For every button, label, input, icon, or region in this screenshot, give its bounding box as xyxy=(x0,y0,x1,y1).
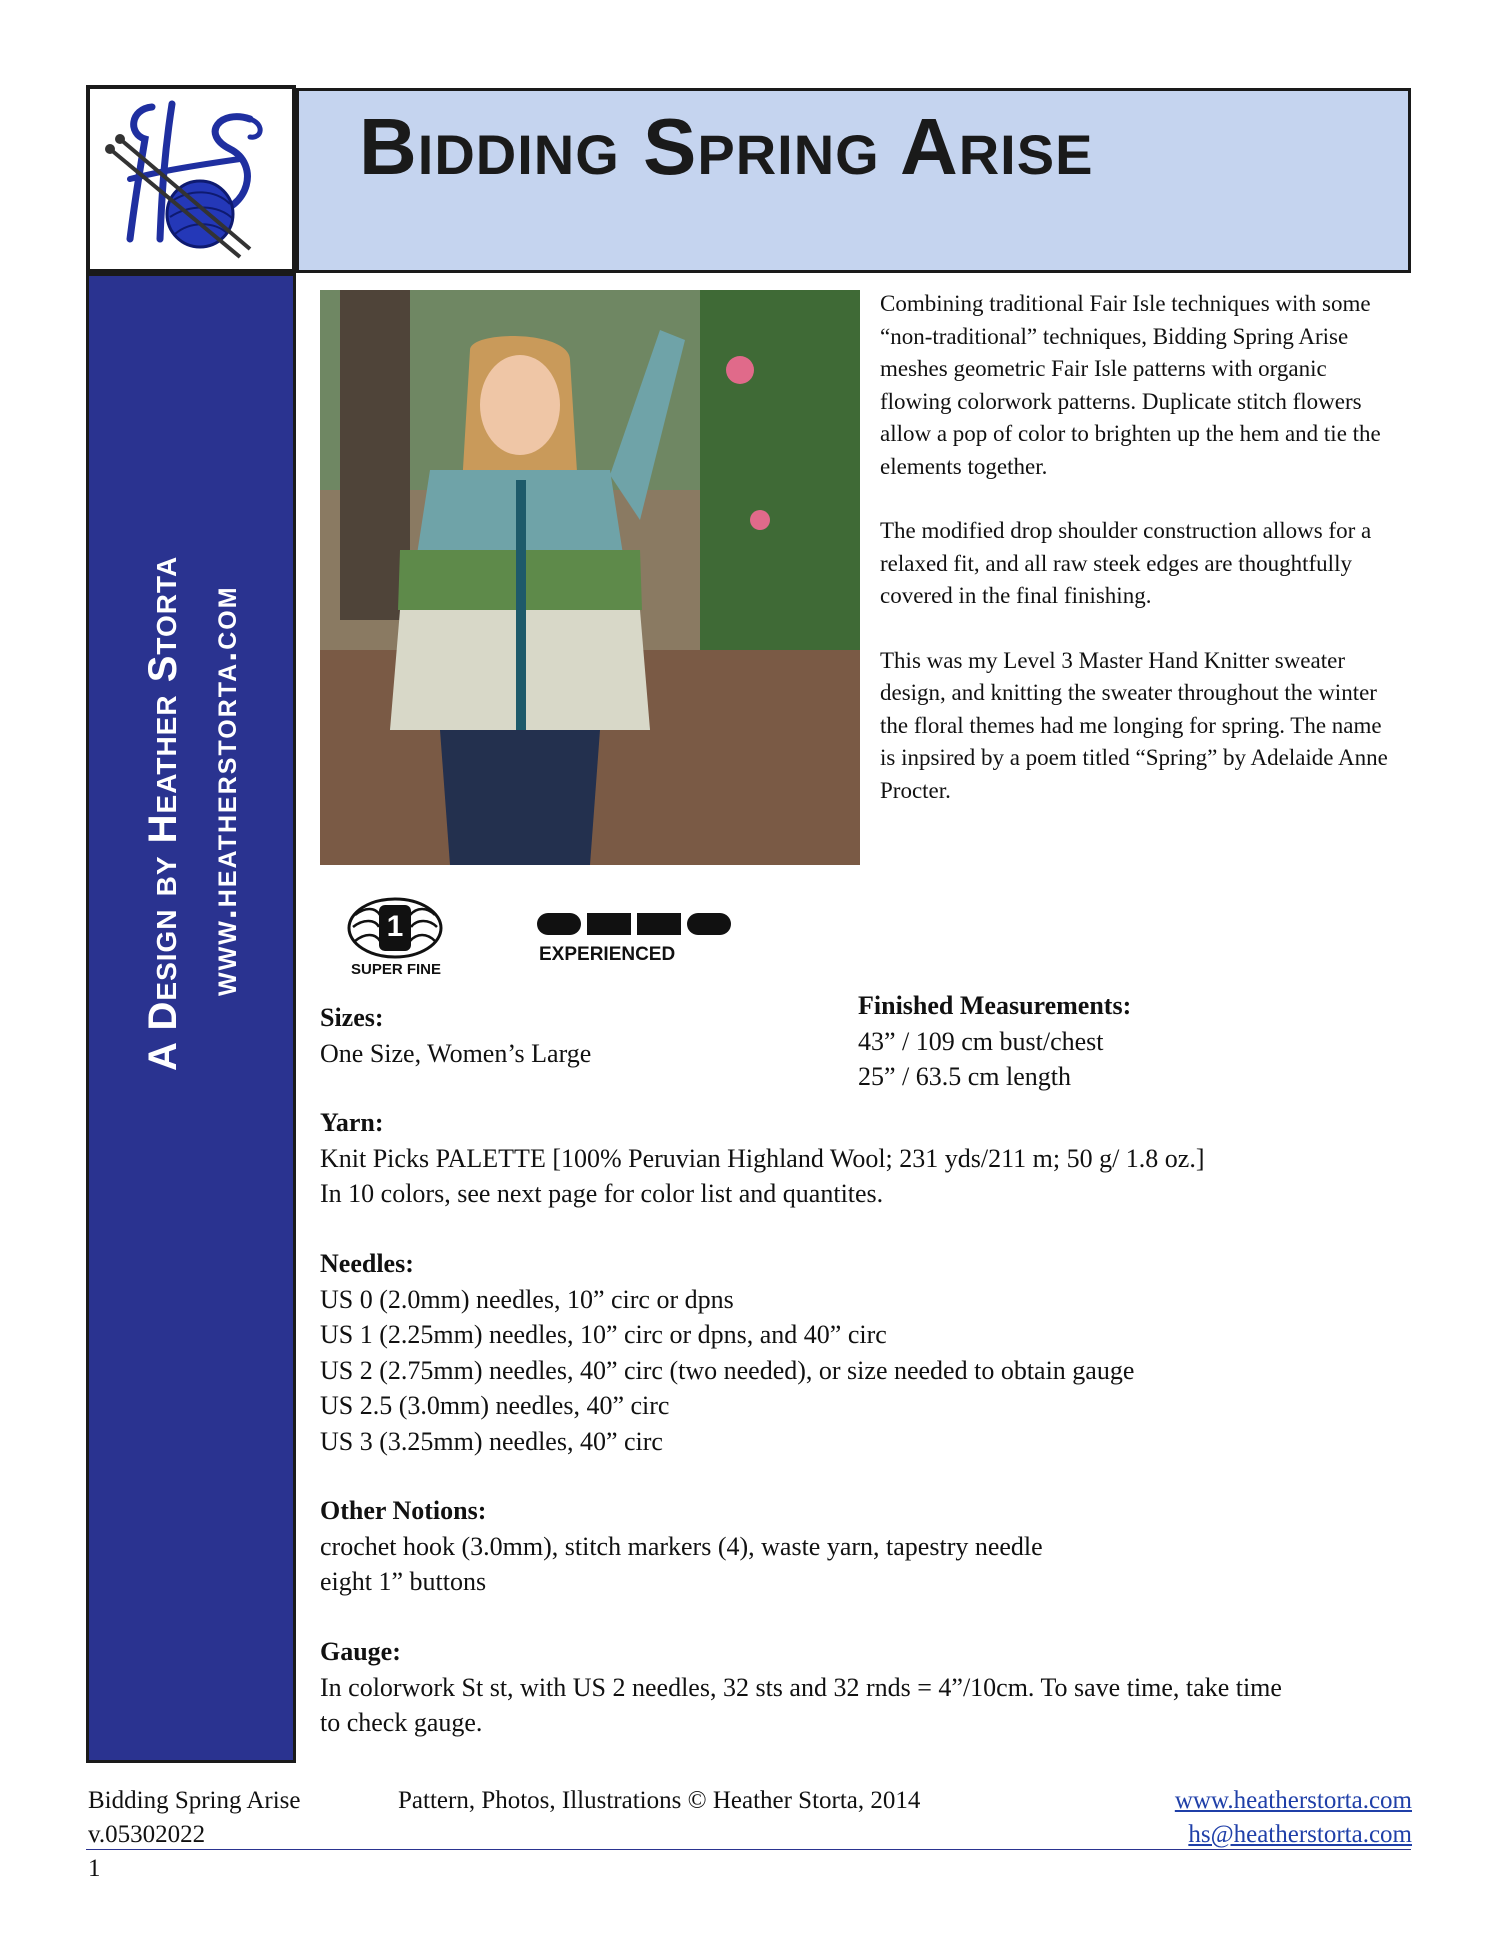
sidebar-designer-text: A Design by Heather Storta xyxy=(141,555,185,1071)
sizes-title: Sizes: xyxy=(320,1003,384,1032)
footer-website-link[interactable]: www.heatherstorta.com xyxy=(1174,1787,1412,1814)
notions-title: Other Notions: xyxy=(320,1496,487,1525)
footer-pattern-name: Bidding Spring Arise xyxy=(88,1787,301,1814)
notions-line: eight 1” buttons xyxy=(320,1567,487,1596)
footer-version: v.05302022 xyxy=(88,1821,206,1848)
model-photo xyxy=(320,290,860,865)
gauge-line: In colorwork St st, with US 2 needles, 32 sts and 32 rnds = 4”/10cm. To save time, take time xyxy=(320,1672,1282,1702)
description-paragraph: The modified drop shoulder construction allows for a relaxed fit, and all raw steek edges are thoughtfully covered in the final finishing. xyxy=(880,518,1372,608)
description xyxy=(880,288,1400,839)
model-photo-icon xyxy=(320,290,860,865)
sizes-line: One Size, Women’s Large xyxy=(320,1038,592,1068)
notions-line: crochet hook (3.0mm), stitch markers (4), waste yarn, tapestry needle xyxy=(320,1531,1043,1561)
knitting-logo-icon xyxy=(90,89,292,269)
measurements-line: 43” / 109 cm bust/chest xyxy=(858,1026,1104,1056)
sizes-section xyxy=(320,1000,591,1071)
needles-section xyxy=(320,1246,1134,1459)
notions-section xyxy=(320,1493,1043,1600)
yarn-title: Yarn: xyxy=(320,1108,384,1137)
skill-level-symbol xyxy=(535,910,735,970)
skill-level-bar-icon xyxy=(535,910,735,938)
measurements-line: 25” / 63.5 cm length xyxy=(858,1062,1072,1091)
sidebar-website-text: www.heatherstorta.com xyxy=(203,585,244,996)
gauge-title: Gauge: xyxy=(320,1637,401,1666)
title-bar xyxy=(296,88,1411,273)
gauge-section xyxy=(320,1634,1282,1741)
needles-line: US 0 (2.0mm) needles, 10” circ or dpns xyxy=(320,1284,734,1314)
yarn-weight-symbol xyxy=(345,897,445,987)
needles-line: US 3 (3.25mm) needles, 40” circ xyxy=(320,1426,663,1456)
footer-copyright: Pattern, Photos, Illustrations © Heather Storta, 2014 xyxy=(398,1787,921,1814)
yarn-line: In 10 colors, see next page for color list and quantites. xyxy=(320,1179,884,1208)
needles-line: US 2 (2.75mm) needles, 40” circ (two needed), or size needed to obtain gauge xyxy=(320,1355,1135,1385)
yarn-weight-label: SUPER FINE xyxy=(350,961,441,978)
needles-title: Needles: xyxy=(320,1249,414,1278)
description-paragraph: Combining traditional Fair Isle techniques with some “non-traditional” techniques, Bidding Spring Arise meshes geometric Fair Isle patterns with organic flowing colorwork patterns. Duplicate stitch flowers allow a pop of color to brighten up the hem and tie the elements together. xyxy=(880,291,1381,479)
yarn-line: Knit Picks PALETTE [100% Peruvian Highland Wool; 231 yds/211 m; 50 g/ 1.8 oz.] xyxy=(320,1143,1205,1173)
measurements-title: Finished Measurements: xyxy=(858,991,1132,1020)
needles-line: US 1 (2.25mm) needles, 10” circ or dpns, and 40” circ xyxy=(320,1320,887,1349)
footer-page-number: 1 xyxy=(88,1855,101,1882)
page-title: Bidding Spring Arise xyxy=(359,102,1094,191)
description-paragraph: This was my Level 3 Master Hand Knitter sweater design, and knitting the sweater throughout the winter the floral themes had me longing for spring. The name is inpsired by a poem titled “Spring” by Adelaide Anne Procter. xyxy=(880,647,1388,803)
yarn-weight-number: 1 xyxy=(386,910,404,943)
gauge-line: to check gauge. xyxy=(320,1708,483,1737)
measurements-section xyxy=(858,988,1131,1095)
skill-level-label: EXPERIENCED xyxy=(539,944,676,965)
logo xyxy=(86,85,296,273)
sidebar xyxy=(86,273,296,1763)
yarn-section xyxy=(320,1105,1205,1212)
footer-email-link[interactable]: hs@heatherstorta.com xyxy=(1188,1821,1412,1848)
needles-line: US 2.5 (3.0mm) needles, 40” circ xyxy=(320,1391,670,1420)
